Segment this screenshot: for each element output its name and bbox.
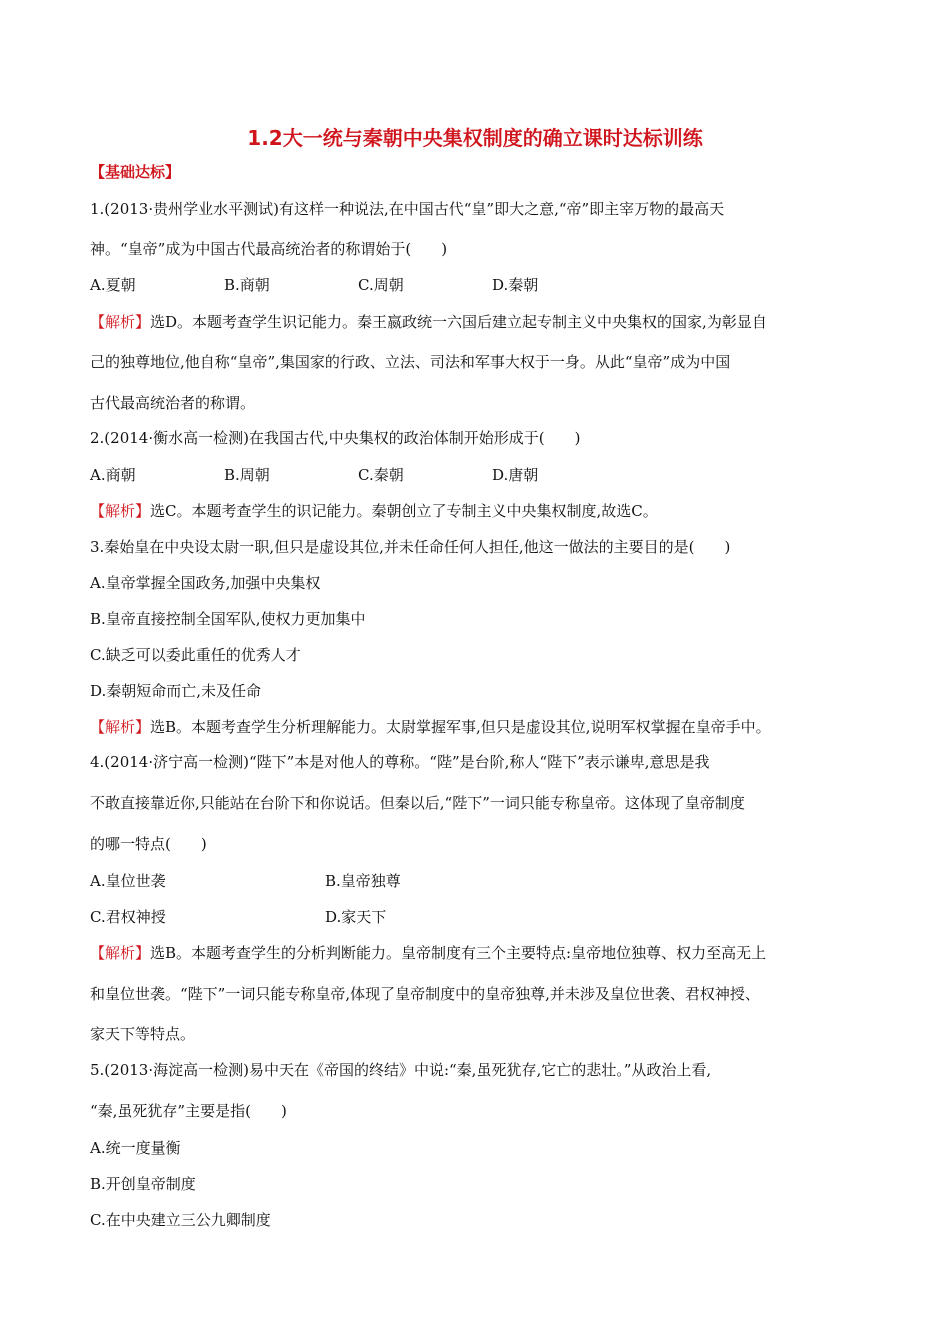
question-2-option-b: B.周朝 [224, 466, 270, 484]
question-4-line-1: 4.(2014·济宁高一检测)“陛下”本是对他人的尊称。“陛”是台阶,称人“陛下”表示谦卑,意思是我 [90, 753, 710, 771]
question-3-analysis-line-1 [90, 717, 771, 737]
question-1-line-2: 神。“皇帝”成为中国古代最高统治者的称谓始于( ) [90, 240, 448, 258]
question-1-analysis-line-2: 己的独尊地位,他自称“皇帝”,集国家的行政、立法、司法和军事大权于一身。从此“皇帝”成为中国 [90, 353, 731, 371]
analysis-text: 选B。本题考查学生分析理解能力。太尉掌握军事,但只是虚设其位,说明军权掌握在皇帝手中。 [150, 718, 771, 736]
question-1-analysis-line-1 [90, 312, 767, 332]
question-3-option-b: B.皇帝直接控制全国军队,使权力更加集中 [90, 610, 366, 628]
question-3-option-c: C.缺乏可以委此重任的优秀人才 [90, 646, 301, 664]
question-2-analysis-line-1 [90, 501, 658, 521]
analysis-tag: 【解析】 [90, 944, 151, 962]
question-3-option-a: A.皇帝掌握全国政务,加强中央集权 [90, 574, 321, 592]
analysis-text: 选B。本题考查学生的分析判断能力。皇帝制度有三个主要特点:皇帝地位独尊、权力至高无上 [150, 944, 767, 962]
question-1-line-1: 1.(2013·贵州学业水平测试)有这样一种说法,在中国古代“皇”即大之意,“帝”即主宰万物的最高天 [90, 200, 725, 218]
question-4-analysis-line-1 [90, 943, 766, 963]
analysis-tag: 【解析】 [90, 718, 151, 736]
question-4-option-b: B.皇帝独尊 [325, 872, 401, 890]
question-5-option-a: A.统一度量衡 [90, 1139, 181, 1157]
page-title: 1.2大一统与秦朝中央集权制度的确立课时达标训练 [247, 126, 703, 150]
analysis-tag: 【解析】 [90, 313, 151, 331]
question-2-option-c: C.秦朝 [358, 466, 404, 484]
question-4-analysis-line-3: 家天下等特点。 [90, 1025, 196, 1043]
question-2-option-d: D.唐朝 [492, 466, 539, 484]
question-2-option-a: A.商朝 [90, 466, 136, 484]
question-1-option-d: D.秦朝 [492, 276, 539, 294]
question-1-option-a: A.夏朝 [90, 276, 136, 294]
question-2-line-1: 2.(2014·衡水高一检测)在我国古代,中央集权的政治体制开始形成于( ) [90, 429, 581, 447]
analysis-text: 选C。本题考查学生的识记能力。秦朝创立了专制主义中央集权制度,故选C。 [150, 502, 658, 520]
question-5-line-2: “秦,虽死犹存”主要是指( ) [90, 1102, 287, 1120]
question-4-line-3: 的哪一特点( ) [90, 835, 207, 853]
question-4-option-a: A.皇位世袭 [90, 872, 166, 890]
question-5-option-b: B.开创皇帝制度 [90, 1175, 196, 1193]
question-5-option-c: C.在中央建立三公九卿制度 [90, 1211, 271, 1229]
question-1-analysis-line-3: 古代最高统治者的称谓。 [90, 394, 256, 412]
analysis-tag: 【解析】 [90, 502, 151, 520]
question-3-line-1: 3.秦始皇在中央设太尉一职,但只是虚设其位,并未任命任何人担任,他这一做法的主要目的是( ) [90, 538, 731, 556]
question-4-option-d: D.家天下 [325, 908, 387, 926]
question-1-option-c: C.周朝 [358, 276, 404, 294]
question-5-line-1: 5.(2013·海淀高一检测)易中天在《帝国的终结》中说:“秦,虽死犹存,它亡的悲壮。”从政治上看, [90, 1061, 712, 1079]
section-heading: 【基础达标】 [90, 163, 181, 181]
question-1-option-b: B.商朝 [224, 276, 270, 294]
question-4-option-c: C.君权神授 [90, 908, 166, 926]
question-4-line-2: 不敢直接靠近你,只能站在台阶下和你说话。但秦以后,“陛下”一词只能专称皇帝。这体现了皇帝制度 [90, 794, 745, 812]
question-3-option-d: D.秦朝短命而亡,未及任命 [90, 682, 262, 700]
analysis-text: 选D。本题考查学生识记能力。秦王嬴政统一六国后建立起专制主义中央集权的国家,为彰显自 [150, 313, 767, 331]
question-4-analysis-line-2: 和皇位世袭。“陛下”一词只能专称皇帝,体现了皇帝制度中的皇帝独尊,并未涉及皇位世袭、君权神授、 [90, 985, 760, 1003]
